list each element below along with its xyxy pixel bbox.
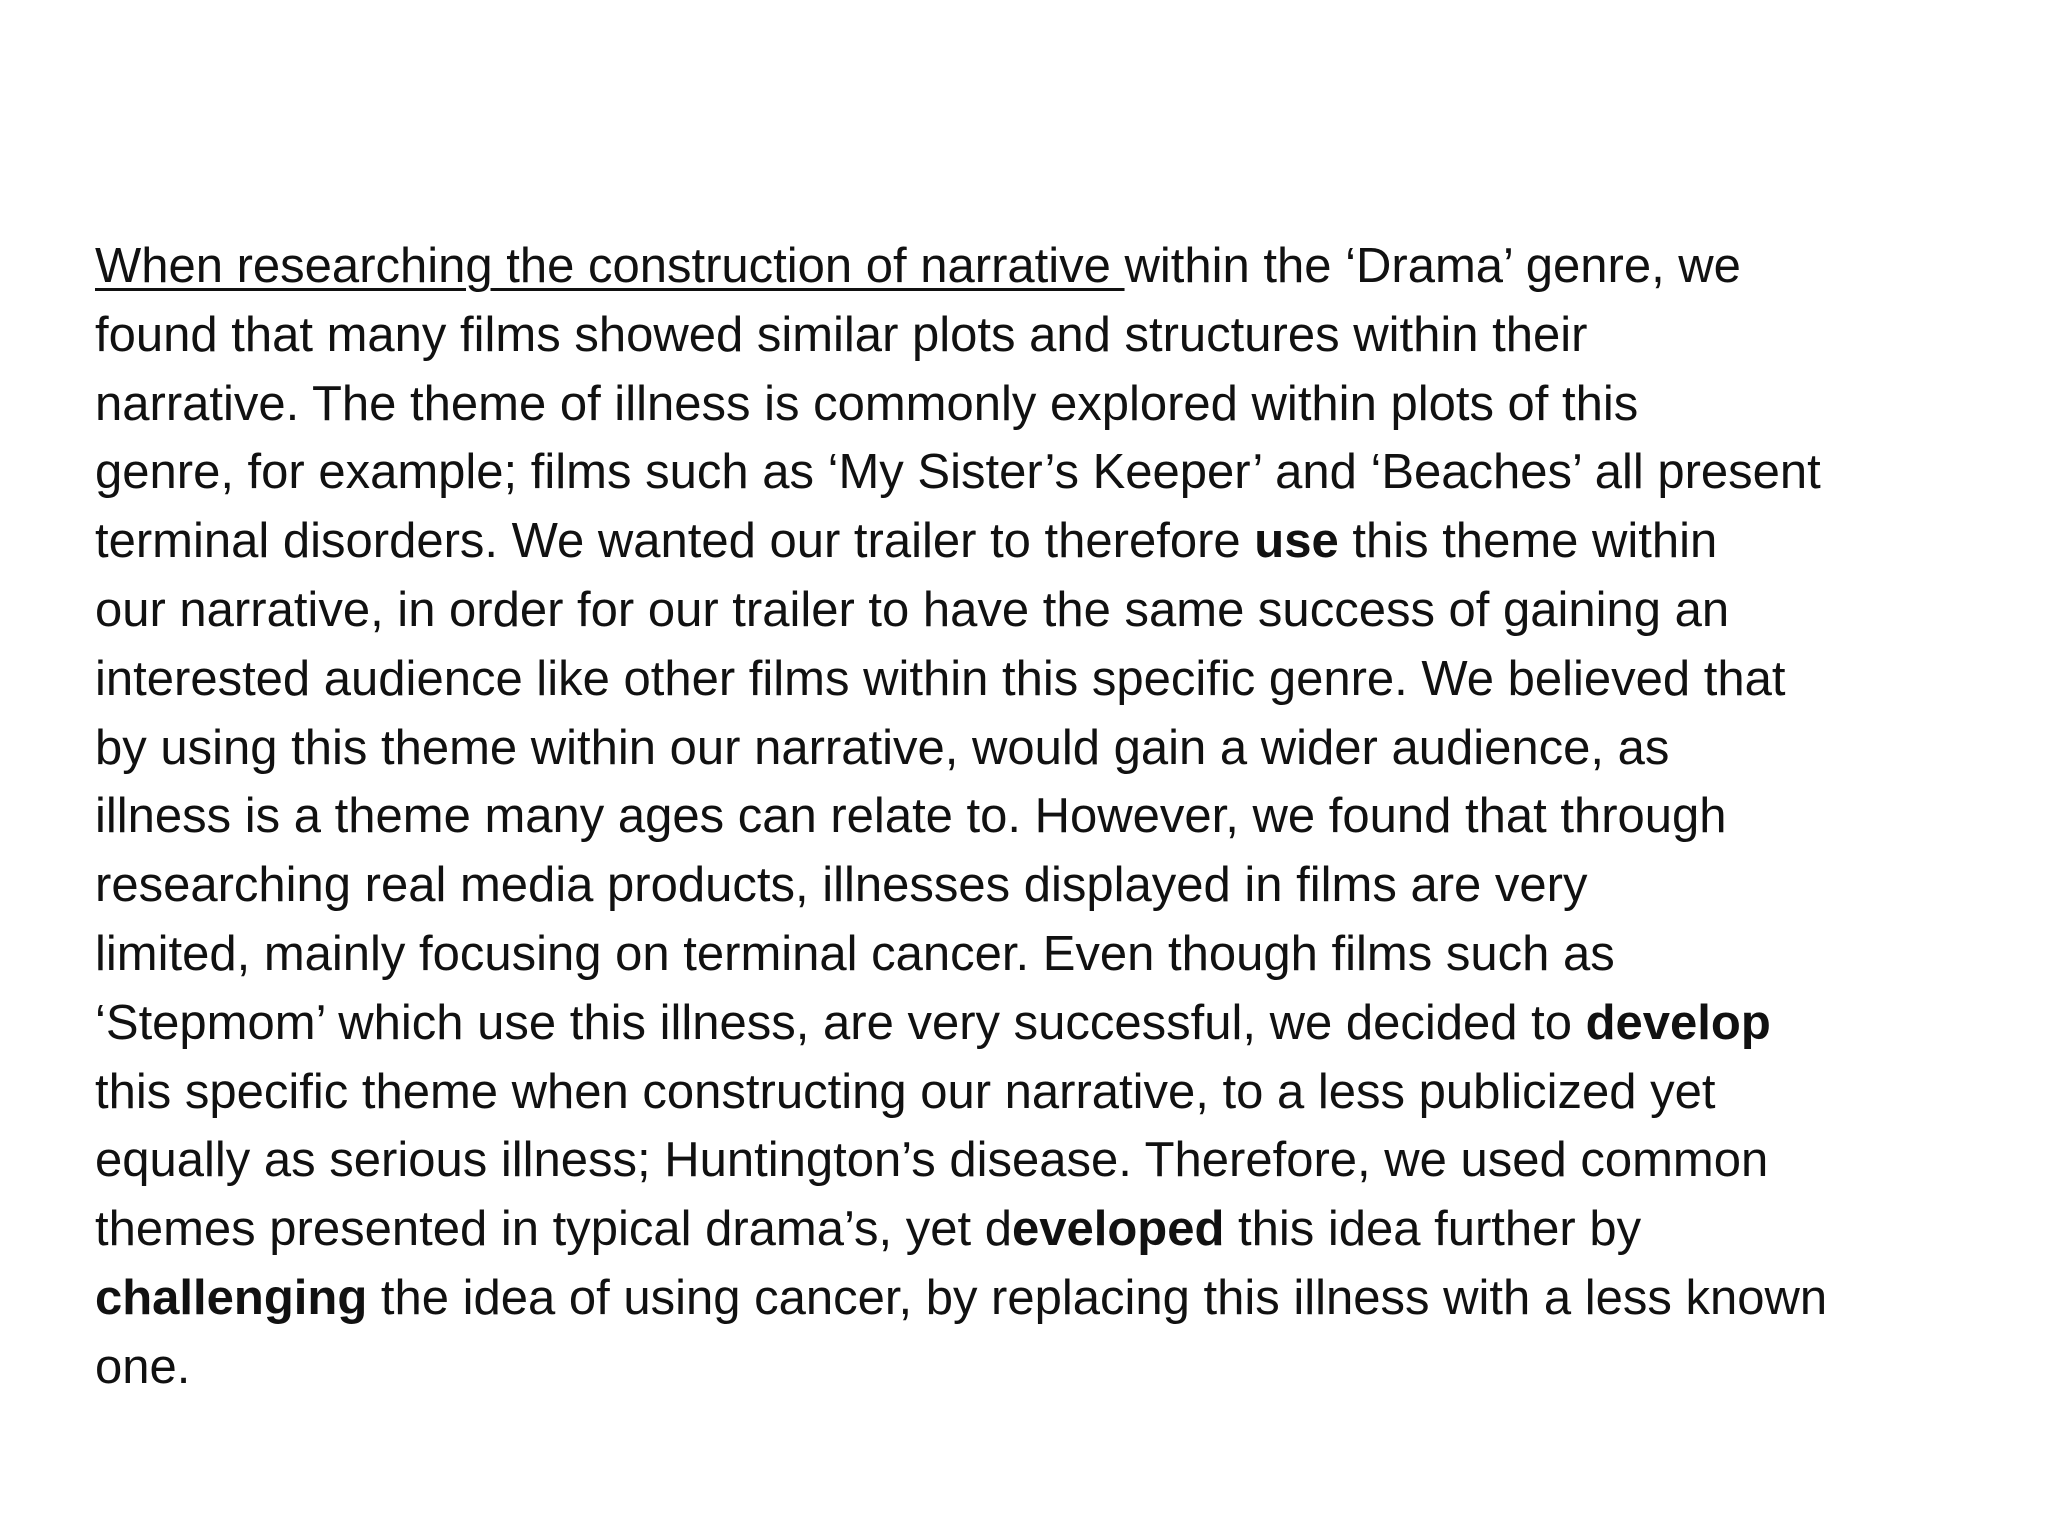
text-line (95, 370, 1995, 439)
text-run: genre, for example; films such as ‘My Sister’s Keeper’ and ‘Beaches’ all present (95, 445, 1821, 500)
text-line (95, 438, 1995, 507)
text-line (95, 920, 1995, 989)
text-run: equally as serious illness; Huntington’s disease. Therefore, we used common (95, 1133, 1769, 1188)
text-line (95, 576, 1995, 645)
text-run: illness is a theme many ages can relate to. However, we found that through (95, 789, 1727, 844)
text-run: researching real media products, illnesses displayed in films are very (95, 858, 1588, 913)
text-run: interested audience like other films within this specific genre. We believed that (95, 651, 1786, 706)
text-run: narrative. The theme of illness is commonly explored within plots of this (95, 376, 1639, 431)
text-line (95, 851, 1995, 920)
text-line (95, 301, 1995, 370)
text-run: this idea further by (1224, 1202, 1642, 1257)
text-line (95, 989, 1995, 1058)
bold-word: challenging (95, 1270, 368, 1325)
text-run: themes presented in typical drama’s, yet d (95, 1202, 1012, 1257)
bold-word: eveloped (1011, 1202, 1225, 1257)
text-run: by using this theme within our narrative, would gain a wider audience, as (95, 720, 1670, 775)
text-line (95, 1264, 1995, 1333)
text-run: within the ‘Drama’ genre, we (1124, 239, 1741, 293)
text-line (95, 782, 1995, 851)
text-line (95, 1126, 1995, 1195)
text-run: terminal disorders. We wanted our trailer to therefore (95, 514, 1255, 569)
body-paragraph (95, 232, 1995, 1402)
text-line (95, 645, 1995, 714)
text-run: found that many films showed similar plots and structures within their (95, 307, 1588, 362)
text-line (95, 1058, 1995, 1127)
text-run: this specific theme when constructing our narrative, to a less publicized yet (95, 1064, 1716, 1119)
bold-word: use (1254, 514, 1339, 569)
text-run: limited, mainly focusing on terminal cancer. Even though films such as (95, 926, 1615, 981)
text-line (95, 1195, 1995, 1264)
underlined-phrase: When researching the construction of narrative (95, 239, 1125, 293)
text-run: one. (95, 1339, 191, 1394)
text-line (95, 714, 1995, 783)
text-run: our narrative, in order for our trailer to have the same success of gaining an (95, 582, 1730, 637)
text-run: ‘Stepmom’ which use this illness, are very successful, we decided to (95, 995, 1586, 1050)
text-line (95, 1333, 1995, 1402)
bold-word: develop (1585, 995, 1771, 1050)
text-run: the idea of using cancer, by replacing this illness with a less known (367, 1270, 1828, 1325)
text-line (95, 507, 1995, 576)
text-run: this theme within (1338, 514, 1718, 569)
text-line (95, 232, 1995, 301)
